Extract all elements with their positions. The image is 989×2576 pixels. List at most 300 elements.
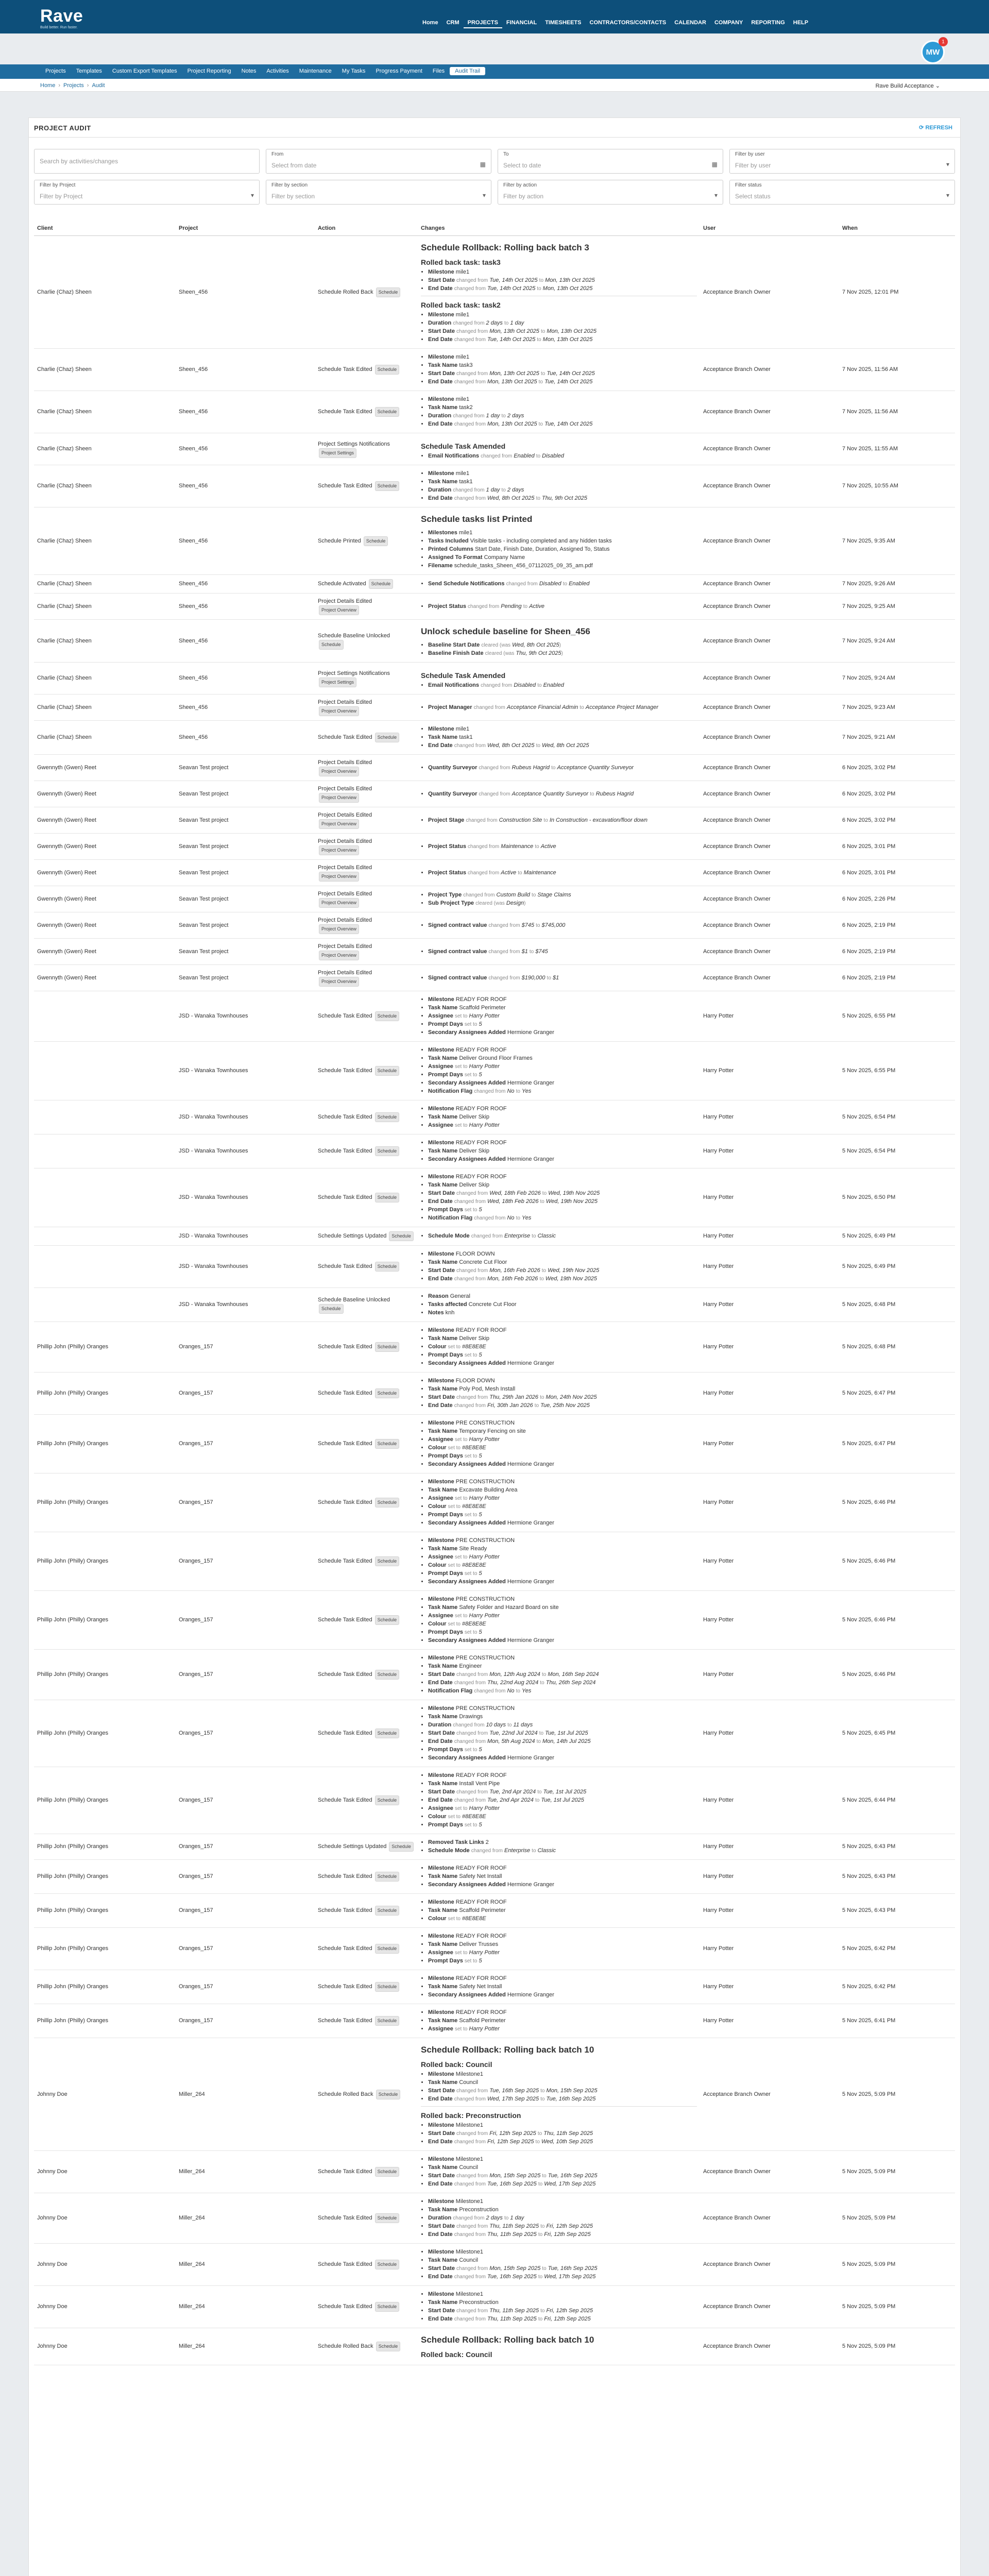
cell-project[interactable]: Seavan Test project	[176, 912, 315, 939]
cell-changes: • Reason General • Tasks affected Concrete Cut Floor • Notes knh	[418, 1288, 700, 1322]
cell-action	[315, 1042, 418, 1100]
to-label: To	[503, 151, 509, 157]
cell-project[interactable]: Sheen_456	[176, 507, 315, 575]
cell-changes: • Project Status changed from Active to Maintenance	[418, 860, 700, 886]
cell-project[interactable]: Oranges_157	[176, 1767, 315, 1834]
cell-action	[315, 1532, 418, 1591]
section-tag: Schedule	[375, 1112, 400, 1122]
cell-user: Acceptance Branch Owner	[700, 236, 839, 349]
cell-action	[315, 1767, 418, 1834]
cell-when: 7 Nov 2025, 9:26 AM	[839, 575, 955, 594]
cell-action	[315, 1168, 418, 1227]
cell-project[interactable]: Sheen_456	[176, 694, 315, 721]
cell-client	[34, 991, 176, 1042]
cell-when: 7 Nov 2025, 10:55 AM	[839, 465, 955, 507]
cell-when: 6 Nov 2025, 3:02 PM	[839, 807, 955, 834]
cell-changes: Schedule Task Amended • Email Notifications changed from Disabled to Enabled	[418, 663, 700, 694]
cell-action	[315, 1227, 418, 1246]
cell-when: 7 Nov 2025, 9:24 AM	[839, 663, 955, 694]
cell-changes: • Milestone mile1 • Task Name task2 • Duration changed from 1 day to 2 days • End Date changed from Mon, 13th Oct 2025 to Tue, 14th Oct 2025	[418, 391, 700, 433]
to-date-field[interactable]	[498, 149, 723, 174]
cell-changes: • Quantity Surveyor changed from Rubeus Hagrid to Acceptance Quantity Surveyor	[418, 755, 700, 781]
cell-when: 5 Nov 2025, 6:46 PM	[839, 1473, 955, 1532]
cell-project[interactable]: Miller_264	[176, 2328, 315, 2365]
action-label: Project Details Edited	[318, 598, 372, 604]
table-row	[34, 965, 955, 991]
cell-project[interactable]: Sheen_456	[176, 391, 315, 433]
action-label: Schedule Task Edited	[318, 2215, 372, 2221]
cell-changes: • Milestone Milestone1 • Task Name Council • Start Date changed from Mon, 15th Sep 2025 to Tue, 16th Sep 2025 • End Date changed from Tue, 16th Sep 2025 to Wed, 17th Sep 2025	[418, 2151, 700, 2193]
cell-project[interactable]: Oranges_157	[176, 2004, 315, 2038]
action-label: Project Details Edited	[318, 891, 372, 897]
cell-project[interactable]: Oranges_157	[176, 1894, 315, 1928]
section-tag: Schedule	[376, 287, 401, 297]
cell-user: Harry Potter	[700, 1894, 839, 1928]
cell-project[interactable]: Miller_264	[176, 2286, 315, 2328]
cell-changes: Unlock schedule baseline for Sheen_456 • Baseline Start Date cleared (was Wed, 8th Oct 2025) • Baseline Finish Date cleared (was Thu, 9th Oct 2025)	[418, 620, 700, 663]
cell-project[interactable]: Oranges_157	[176, 1473, 315, 1532]
section-tag: Schedule	[375, 2260, 400, 2269]
cell-changes: • Milestone mile1 • Task Name task1 • Duration changed from 1 day to 2 days • End Date changed from Wed, 8th Oct 2025 to Thu, 9th Oct 2025	[418, 465, 700, 507]
section-tag: Schedule	[375, 1556, 400, 1566]
cell-project[interactable]: Oranges_157	[176, 1860, 315, 1894]
cell-project[interactable]: Sheen_456	[176, 465, 315, 507]
action-label: Schedule Task Edited	[318, 2261, 372, 2267]
column-client[interactable]: Client	[34, 221, 176, 236]
action-label: Schedule Task Edited	[318, 1558, 372, 1564]
action-label: Schedule Task Edited	[318, 1013, 372, 1019]
cell-client: Phillip John (Philly) Oranges	[34, 1834, 176, 1860]
section-tag: Schedule	[375, 1982, 400, 1992]
cell-project[interactable]: Sheen_456	[176, 663, 315, 694]
column-changes[interactable]: Changes	[418, 221, 700, 236]
cell-user: Acceptance Branch Owner	[700, 2038, 839, 2151]
action-label: Schedule Task Edited	[318, 1797, 372, 1803]
cell-when: 7 Nov 2025, 9:21 AM	[839, 721, 955, 755]
action-label: Schedule Task Edited	[318, 1194, 372, 1200]
cell-changes: • Milestone PRE CONSTRUCTION • Task Name Safety Folder and Hazard Board on site • Assignee set to Harry Potter • Colour set to #8E8E8E • Prompt Days set to 5 • Secondary Assignees Added Hermione Granger	[418, 1591, 700, 1650]
action-label: Schedule Rolled Back	[318, 2343, 373, 2349]
cell-user: Acceptance Branch Owner	[700, 594, 839, 620]
cell-user: Harry Potter	[700, 1532, 839, 1591]
refresh-button[interactable]	[919, 124, 952, 131]
action-label: Schedule Task Edited	[318, 1390, 372, 1396]
cell-client: Johnny Doe	[34, 2286, 176, 2328]
cell-changes: • Project Type changed from Custom Build to Stage Claims • Sub Project Type cleared (was Design)	[418, 886, 700, 912]
table-row	[34, 620, 955, 663]
chevron-down-icon: ▾	[946, 192, 949, 199]
menu-reporting[interactable]: REPORTING	[751, 20, 785, 26]
chevron-down-icon: ▾	[946, 161, 949, 168]
cell-client: Charlie (Chaz) Sheen	[34, 236, 176, 349]
cell-user: Harry Potter	[700, 1372, 839, 1415]
table-row	[34, 1100, 955, 1134]
cell-project[interactable]: JSD - Wanaka Townhouses	[176, 991, 315, 1042]
cell-when: 5 Nov 2025, 6:41 PM	[839, 2004, 955, 2038]
rave-logo[interactable]: Rave	[40, 6, 83, 26]
cell-action	[315, 594, 418, 620]
build-selector[interactable]: Rave Build Acceptance ⌄	[875, 83, 940, 89]
section-tag: Schedule	[375, 2302, 400, 2312]
table-row	[34, 939, 955, 965]
section-tag: Schedule	[375, 1795, 400, 1805]
cell-project[interactable]: Oranges_157	[176, 1970, 315, 2004]
cell-user: Acceptance Branch Owner	[700, 807, 839, 834]
cell-action	[315, 1970, 418, 2004]
cell-project[interactable]: JSD - Wanaka Townhouses	[176, 1288, 315, 1322]
menu-financial[interactable]: FINANCIAL	[506, 20, 537, 26]
cell-user: Harry Potter	[700, 1473, 839, 1532]
cell-client: Phillip John (Philly) Oranges	[34, 1970, 176, 2004]
breadcrumb-projects[interactable]: Projects	[63, 82, 84, 89]
from-date-field[interactable]	[266, 149, 491, 174]
page-title: PROJECT AUDIT	[34, 124, 91, 132]
table-row	[34, 781, 955, 807]
cell-changes: • Milestone READY FOR ROOF • Task Name Scaffold Perimeter • Assignee set to Harry Potter	[418, 2004, 700, 2038]
cell-project[interactable]: Seavan Test project	[176, 834, 315, 860]
section-filter-label: Filter by section	[271, 182, 308, 188]
cell-action	[315, 1650, 418, 1700]
cell-client: Gwennyth (Gwen) Reet	[34, 860, 176, 886]
cell-project[interactable]: Miller_264	[176, 2193, 315, 2244]
table-row	[34, 991, 955, 1042]
cell-project[interactable]: Oranges_157	[176, 1650, 315, 1700]
subnav-project-reporting[interactable]: Project Reporting	[187, 68, 231, 74]
cell-when: 5 Nov 2025, 6:48 PM	[839, 1288, 955, 1322]
action-label: Project Details Edited	[318, 699, 372, 705]
cell-changes: • Removed Task Links 2 • Schedule Mode changed from Enterprise to Classic	[418, 1834, 700, 1860]
cell-project[interactable]: Sheen_456	[176, 349, 315, 391]
breadcrumb-home[interactable]: Home	[40, 82, 56, 89]
cell-client: Phillip John (Philly) Oranges	[34, 1650, 176, 1700]
cell-when: 5 Nov 2025, 6:46 PM	[839, 1650, 955, 1700]
action-label: Schedule Task Edited	[318, 2303, 372, 2310]
cell-project[interactable]: Sheen_456	[176, 236, 315, 349]
cell-user: Harry Potter	[700, 1100, 839, 1134]
cell-project[interactable]: JSD - Wanaka Townhouses	[176, 1134, 315, 1168]
action-label: Schedule Task Edited	[318, 366, 372, 372]
cell-project[interactable]: Oranges_157	[176, 1700, 315, 1767]
action-label: Schedule Task Edited	[318, 1671, 372, 1677]
section-tag: Schedule	[376, 2090, 401, 2099]
section-tag: Schedule	[364, 536, 388, 546]
section-tag: Schedule	[375, 2167, 400, 2177]
cell-when: 5 Nov 2025, 5:09 PM	[839, 2151, 955, 2193]
cell-changes: • Milestone mile1 • Task Name task1 • End Date changed from Wed, 8th Oct 2025 to Wed, 8th Oct 2025	[418, 721, 700, 755]
section-tag: Project Overview	[319, 706, 359, 716]
cell-project[interactable]: JSD - Wanaka Townhouses	[176, 1227, 315, 1246]
cell-project[interactable]: Oranges_157	[176, 1322, 315, 1372]
cell-project[interactable]: Sheen_456	[176, 594, 315, 620]
cell-client: Phillip John (Philly) Oranges	[34, 1767, 176, 1834]
cell-changes: • Signed contract value changed from $1 to $745	[418, 939, 700, 965]
cell-project[interactable]: Miller_264	[176, 2038, 315, 2151]
cell-client: Gwennyth (Gwen) Reet	[34, 834, 176, 860]
cell-action	[315, 886, 418, 912]
cell-when: 7 Nov 2025, 11:56 AM	[839, 349, 955, 391]
subnav-projects[interactable]: Projects	[45, 68, 66, 74]
cell-changes: • Milestone READY FOR ROOF • Task Name Deliver Skip • Colour set to #8E8E8E • Prompt Days set to 5 • Secondary Assignees Added Hermione Granger	[418, 1322, 700, 1372]
cell-action	[315, 236, 418, 349]
cell-when: 6 Nov 2025, 3:02 PM	[839, 755, 955, 781]
cell-changes: • Milestone mile1 • Task Name task3 • Start Date changed from Mon, 13th Oct 2025 to Tue, 14th Oct 2025 • End Date changed from Mon, 13th Oct 2025 to Tue, 14th Oct 2025	[418, 349, 700, 391]
section-tag: Project Overview	[319, 605, 359, 615]
menu-company[interactable]: COMPANY	[714, 20, 743, 26]
cell-project[interactable]: Seavan Test project	[176, 755, 315, 781]
cell-client: Phillip John (Philly) Oranges	[34, 1700, 176, 1767]
cell-project[interactable]: JSD - Wanaka Townhouses	[176, 1246, 315, 1288]
cell-action	[315, 1322, 418, 1372]
cell-client	[34, 1288, 176, 1322]
table-row	[34, 575, 955, 594]
cell-project[interactable]: Seavan Test project	[176, 807, 315, 834]
cell-project[interactable]: Oranges_157	[176, 1591, 315, 1650]
cell-project[interactable]: Seavan Test project	[176, 939, 315, 965]
cell-user: Harry Potter	[700, 2004, 839, 2038]
table-row	[34, 236, 955, 349]
cell-when: 5 Nov 2025, 6:42 PM	[839, 1970, 955, 2004]
cell-action	[315, 575, 418, 594]
table-row	[34, 465, 955, 507]
user-filter-placeholder: Filter by user	[735, 162, 771, 169]
action-label: Schedule Task Edited	[318, 1907, 372, 1913]
cell-action	[315, 834, 418, 860]
cell-project[interactable]: Seavan Test project	[176, 781, 315, 807]
cell-user: Acceptance Branch Owner	[700, 781, 839, 807]
subnav-notes[interactable]: Notes	[241, 68, 257, 74]
cell-project[interactable]: Sheen_456	[176, 433, 315, 465]
cell-project[interactable]: Oranges_157	[176, 1415, 315, 1473]
table-row	[34, 349, 955, 391]
section-tag: Schedule	[319, 640, 344, 650]
cell-when: 6 Nov 2025, 2:19 PM	[839, 912, 955, 939]
cell-user: Acceptance Branch Owner	[700, 965, 839, 991]
cell-when: 6 Nov 2025, 3:01 PM	[839, 860, 955, 886]
section-tag: Schedule	[375, 1146, 400, 1156]
cell-user: Acceptance Branch Owner	[700, 349, 839, 391]
section-tag: Schedule	[375, 1498, 400, 1507]
cell-when: 6 Nov 2025, 2:19 PM	[839, 939, 955, 965]
section-tag: Schedule	[375, 1944, 400, 1954]
cell-action	[315, 1473, 418, 1532]
cell-action	[315, 991, 418, 1042]
cell-client: Charlie (Chaz) Sheen	[34, 465, 176, 507]
table-row	[34, 721, 955, 755]
action-label: Project Details Edited	[318, 943, 372, 950]
section-tag: Project Settings	[319, 677, 356, 687]
table-row	[34, 2151, 955, 2193]
section-filter-select[interactable]	[266, 180, 491, 205]
cell-when: 6 Nov 2025, 3:01 PM	[839, 834, 955, 860]
menu-crm[interactable]: CRM	[446, 20, 459, 26]
cell-changes: • Milestone FLOOR DOWN • Task Name Concrete Cut Floor • Start Date changed from Mon, 16th Feb 2026 to Wed, 19th Nov 2025 • End Date changed from Mon, 16th Feb 2026 to Wed, 19th Nov 2025	[418, 1246, 700, 1288]
cell-user: Harry Potter	[700, 1767, 839, 1834]
cell-changes: Schedule Task Amended • Email Notifications changed from Enabled to Disabled	[418, 433, 700, 465]
cell-changes: • Project Stage changed from Construction Site to In Construction - excavation/floor down	[418, 807, 700, 834]
cell-action	[315, 1415, 418, 1473]
action-label: Schedule Task Edited	[318, 1263, 372, 1269]
menu-contractors[interactable]: CONTRACTORS/CONTACTS	[589, 20, 667, 26]
column-action[interactable]: Action	[315, 221, 418, 236]
table-header	[34, 221, 955, 236]
cell-when: 7 Nov 2025, 9:35 AM	[839, 507, 955, 575]
refresh-label: REFRESH	[925, 125, 952, 131]
cell-user: Acceptance Branch Owner	[700, 2151, 839, 2193]
menu-calendar[interactable]: CALENDAR	[674, 20, 706, 26]
cell-project[interactable]: Sheen_456	[176, 620, 315, 663]
subnav-audit-trail[interactable]: Audit Trail	[450, 67, 485, 75]
cell-user: Acceptance Branch Owner	[700, 694, 839, 721]
table-row	[34, 694, 955, 721]
cell-project[interactable]: Oranges_157	[176, 1372, 315, 1415]
cell-action	[315, 1134, 418, 1168]
column-project[interactable]: Project	[176, 221, 315, 236]
chevron-down-icon: ▾	[250, 192, 254, 199]
table-row	[34, 1227, 955, 1246]
cell-project[interactable]: Oranges_157	[176, 1532, 315, 1591]
cell-project[interactable]: JSD - Wanaka Townhouses	[176, 1168, 315, 1227]
column-when[interactable]: When	[839, 221, 955, 236]
action-label: Schedule Baseline Unlocked	[318, 633, 390, 639]
cell-user: Acceptance Branch Owner	[700, 465, 839, 507]
cell-project[interactable]: Seavan Test project	[176, 860, 315, 886]
search-input[interactable]	[34, 149, 260, 174]
cell-project[interactable]: JSD - Wanaka Townhouses	[176, 1042, 315, 1100]
cell-user: Acceptance Branch Owner	[700, 663, 839, 694]
cell-project[interactable]: Sheen_456	[176, 575, 315, 594]
subnav-progress-payment[interactable]: Progress Payment	[376, 68, 422, 74]
cell-when: 7 Nov 2025, 12:01 PM	[839, 236, 955, 349]
project-filter-select[interactable]	[34, 180, 260, 205]
action-label: Schedule Task Edited	[318, 1440, 372, 1447]
status-filter-select[interactable]	[729, 180, 955, 205]
cell-project[interactable]: JSD - Wanaka Townhouses	[176, 1100, 315, 1134]
cell-client: Gwennyth (Gwen) Reet	[34, 807, 176, 834]
section-tag: Schedule	[375, 733, 400, 742]
table-row	[34, 1970, 955, 2004]
user-avatar[interactable]: MW	[921, 40, 945, 64]
cell-project[interactable]: Sheen_456	[176, 721, 315, 755]
cell-project[interactable]: Seavan Test project	[176, 886, 315, 912]
cell-project[interactable]: Seavan Test project	[176, 965, 315, 991]
cell-project[interactable]: Oranges_157	[176, 1928, 315, 1970]
cell-changes: • Signed contract value changed from $190,000 to $1	[418, 965, 700, 991]
section-tag: Schedule	[375, 1728, 400, 1738]
cell-action	[315, 391, 418, 433]
subnav-templates[interactable]: Templates	[76, 68, 102, 74]
cell-changes: • Project Manager changed from Acceptance Financial Admin to Acceptance Project Manager	[418, 694, 700, 721]
table-row	[34, 1168, 955, 1227]
filters	[34, 149, 955, 211]
cell-action	[315, 965, 418, 991]
cell-user: Harry Potter	[700, 1415, 839, 1473]
cell-changes: • Milestone Milestone1 • Task Name Preconstruction • Duration changed from 2 days to 1 day • Start Date changed from Thu, 11th Sep 2025 to Fri, 12th Sep 2025 • End Date changed from Thu, 11th Sep 2025 to Fri, 12th Sep 2025	[418, 2193, 700, 2244]
cell-action	[315, 807, 418, 834]
action-label: Schedule Rolled Back	[318, 289, 373, 295]
cell-when: 5 Nov 2025, 5:09 PM	[839, 2286, 955, 2328]
section-tag: Project Overview	[319, 767, 359, 776]
table-row	[34, 1860, 955, 1894]
cell-client: Charlie (Chaz) Sheen	[34, 349, 176, 391]
section-tag: Project Overview	[319, 977, 359, 987]
cell-when: 5 Nov 2025, 6:43 PM	[839, 1894, 955, 1928]
action-label: Project Details Edited	[318, 812, 372, 818]
cell-project[interactable]: Miller_264	[176, 2151, 315, 2193]
cell-user: Harry Potter	[700, 991, 839, 1042]
cell-action	[315, 620, 418, 663]
cell-project[interactable]: Oranges_157	[176, 1834, 315, 1860]
section-tag: Schedule	[375, 1439, 400, 1449]
table-row	[34, 2004, 955, 2038]
action-filter-label: Filter by action	[503, 182, 537, 188]
status-filter-placeholder: Select status	[735, 193, 771, 200]
cell-project[interactable]: Miller_264	[176, 2244, 315, 2286]
action-label: Project Details Edited	[318, 786, 372, 792]
subnav-maintenance[interactable]: Maintenance	[299, 68, 332, 74]
cell-when: 7 Nov 2025, 11:55 AM	[839, 433, 955, 465]
cell-user: Harry Potter	[700, 1227, 839, 1246]
menu-home[interactable]: Home	[422, 20, 438, 26]
cell-action	[315, 2038, 418, 2151]
cell-client: Gwennyth (Gwen) Reet	[34, 755, 176, 781]
breadcrumb-audit: Audit	[92, 82, 105, 89]
column-user[interactable]: User	[700, 221, 839, 236]
menu-projects[interactable]: PROJECTS	[464, 20, 502, 28]
action-label: Schedule Task Edited	[318, 1730, 372, 1736]
table-row	[34, 2286, 955, 2328]
notification-badge[interactable]: 1	[939, 37, 948, 46]
cell-action	[315, 1834, 418, 1860]
calendar-icon: ▦	[480, 161, 486, 168]
calendar-icon: ▦	[711, 161, 718, 168]
cell-client	[34, 1100, 176, 1134]
subnav-export-templates[interactable]: Custom Export Templates	[112, 68, 177, 74]
table-row	[34, 912, 955, 939]
cell-when: 5 Nov 2025, 6:49 PM	[839, 1246, 955, 1288]
menu-help[interactable]: HELP	[793, 20, 809, 26]
cell-user: Acceptance Branch Owner	[700, 860, 839, 886]
subnav-activities[interactable]: Activities	[266, 68, 289, 74]
project-audit-card	[28, 117, 961, 2576]
table-row	[34, 834, 955, 860]
cell-user: Acceptance Branch Owner	[700, 834, 839, 860]
table-row	[34, 807, 955, 834]
cell-when: 5 Nov 2025, 6:49 PM	[839, 1227, 955, 1246]
cell-client: Phillip John (Philly) Oranges	[34, 1894, 176, 1928]
cell-when: 5 Nov 2025, 6:46 PM	[839, 1591, 955, 1650]
table-row	[34, 1372, 955, 1415]
user-filter-select[interactable]	[729, 149, 955, 174]
cell-user: Harry Potter	[700, 1970, 839, 2004]
cell-changes: • Send Schedule Notifications changed from Disabled to Enabled	[418, 575, 700, 594]
cell-changes: • Milestone PRE CONSTRUCTION • Task Name Site Ready • Assignee set to Harry Potter • Colour set to #8E8E8E • Prompt Days set to 5 • Secondary Assignees Added Hermione Granger	[418, 1532, 700, 1591]
action-label: Schedule Printed	[318, 537, 361, 544]
cell-action	[315, 721, 418, 755]
cell-changes: • Milestone READY FOR ROOF • Task Name Scaffold Perimeter • Assignee set to Harry Potter • Prompt Days set to 5 • Secondary Assignees Added Hermione Granger	[418, 991, 700, 1042]
section-tag: Schedule	[375, 1342, 400, 1352]
cell-client: Charlie (Chaz) Sheen	[34, 594, 176, 620]
subnav-my-tasks[interactable]: My Tasks	[342, 68, 366, 74]
cell-action	[315, 1100, 418, 1134]
menu-timesheets[interactable]: TIMESHEETS	[545, 20, 582, 26]
subnav-files[interactable]: Files	[432, 68, 445, 74]
cell-when: 5 Nov 2025, 6:44 PM	[839, 1767, 955, 1834]
cell-client: Charlie (Chaz) Sheen	[34, 575, 176, 594]
project-filter-placeholder: Filter by Project	[40, 193, 83, 200]
section-tag: Schedule	[375, 365, 400, 375]
table-row	[34, 1767, 955, 1834]
action-filter-select[interactable]	[498, 180, 723, 205]
